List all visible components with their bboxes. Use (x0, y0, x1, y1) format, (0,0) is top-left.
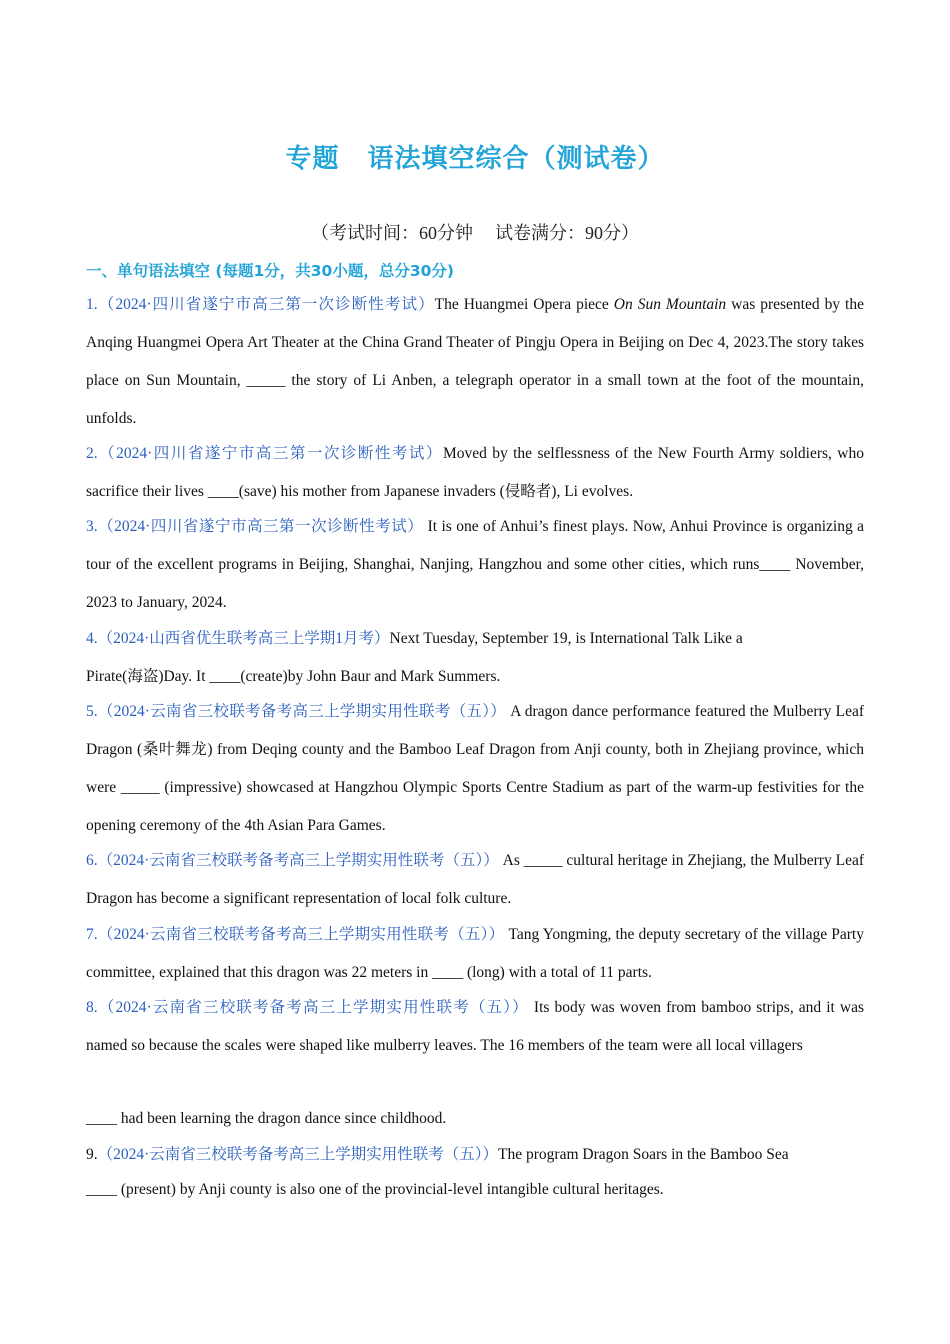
italic-title: On Sun Mountain (613, 296, 727, 313)
question-8-line2: ____ had been learning the dragon dance since childhood. (86, 1110, 447, 1127)
question-1: 1.（2024·四川省遂宁市高三第一次诊断性考试）The Huangmei Opera piece On Sun Mountain was presented by the Anqing Huangmei Opera Art Theater at the China Grand Theater of Pingju Opera in Beijing on Dec 4, 2023.The story takes place on Sun Mountain, _____ the story of Li Anben, a telegraph operator in a small town at the foot of the mountain, unfolds. (86, 296, 864, 427)
question-source: （2024·四川省遂宁市高三第一次诊断性考试） (97, 518, 424, 535)
question-2: 2.（2024·四川省遂宁市高三第一次诊断性考试）Moved by the selflessness of the New Fourth Army soldiers, who sacrifice their lives ____(save) his mother from Japanese invaders (侵略者), Li evolves. (86, 445, 864, 500)
title-part2: 语法填空综合（测试卷） (367, 144, 665, 174)
question-source: （2024·四川省遂宁市高三第一次诊断性考试） (97, 296, 435, 313)
question-source: （2024·山西省优生联考高三上学期1月考） (97, 630, 390, 647)
exam-info (0, 219, 950, 245)
question-5: 5.（2024·云南省三校联考备考高三上学期实用性联考（五）） A dragon dance performance featured the Mulberry Leaf Dragon (桑叶舞龙) from Deqing county and the Bamboo Leaf Dragon from Anji county, both in Zhejiang province, which were _____ (impressive) showcased at Hangzhou Olympic Sports Centre Stadium as part of the warm-up festivities for the opening ceremony of the 4th Asian Para Games. (86, 703, 864, 834)
question-source: （2024·云南省三校联考备考高三上学期实用性联考（五）） (97, 1146, 499, 1163)
question-9: 9.（2024·云南省三校联考备考高三上学期实用性联考（五））The program Dragon Soars in the Bamboo Sea (86, 1146, 789, 1163)
section-heading: 一、单句语法填空 (每题1分，共30小题，总分30分) (86, 262, 454, 280)
question-6: 6.（2024·云南省三校联考备考高三上学期实用性联考（五）） As _____ cultural heritage in Zhejiang, the Mulberry Leaf Dragon has become a significant representation of local folk culture. (86, 852, 864, 907)
question-7: 7.（2024·云南省三校联考备考高三上学期实用性联考（五）） Tang Yongming, the deputy secretary of the village Party committee, explained that this dragon was 22 meters in ____ (long) with a total of 11 parts. (86, 926, 864, 981)
question-source: （2024·云南省三校联考备考高三上学期实用性联考（五）） (97, 926, 505, 943)
question-source: （2024·云南省三校联考备考高三上学期实用性联考（五）） (97, 999, 529, 1016)
question-source: （2024·云南省三校联考备考高三上学期实用性联考（五）） (97, 852, 499, 869)
question-source: （2024·四川省遂宁市高三第一次诊断性考试） (97, 445, 443, 462)
question-8: 8.（2024·云南省三校联考备考高三上学期实用性联考（五）） Its body was woven from bamboo strips, and it was named so because the scales were shaped like mulberry leaves. The 16 members of the team were all local villagers (86, 999, 864, 1054)
question-3: 3.（2024·四川省遂宁市高三第一次诊断性考试） It is one of Anhui’s finest plays. Now, Anhui Province is organizing a tour of the excellent programs in Beijing, Shanghai, Nanjing, Hangzhou and some other cities, which runs____ November, 2023 to January, 2024. (86, 518, 864, 611)
title-part1: 专题 (285, 144, 340, 174)
question-4-line2: Pirate(海盗)Day. It ____(create)by John Baur and Mark Summers. (86, 668, 501, 685)
exam-time: （考试时间：60分钟 (311, 223, 473, 243)
question-source: （2024·云南省三校联考备考高三上学期实用性联考（五）） (97, 703, 507, 720)
page-title (0, 138, 950, 175)
question-4: 4.（2024·山西省优生联考高三上学期1月考）Next Tuesday, September 19, is International Talk Like a (86, 630, 743, 647)
exam-score: 试卷满分：90分） (495, 223, 639, 243)
question-9-line2: ____ (present) by Anji county is also one of the provincial-level intangible cultural heritages. (86, 1181, 664, 1198)
